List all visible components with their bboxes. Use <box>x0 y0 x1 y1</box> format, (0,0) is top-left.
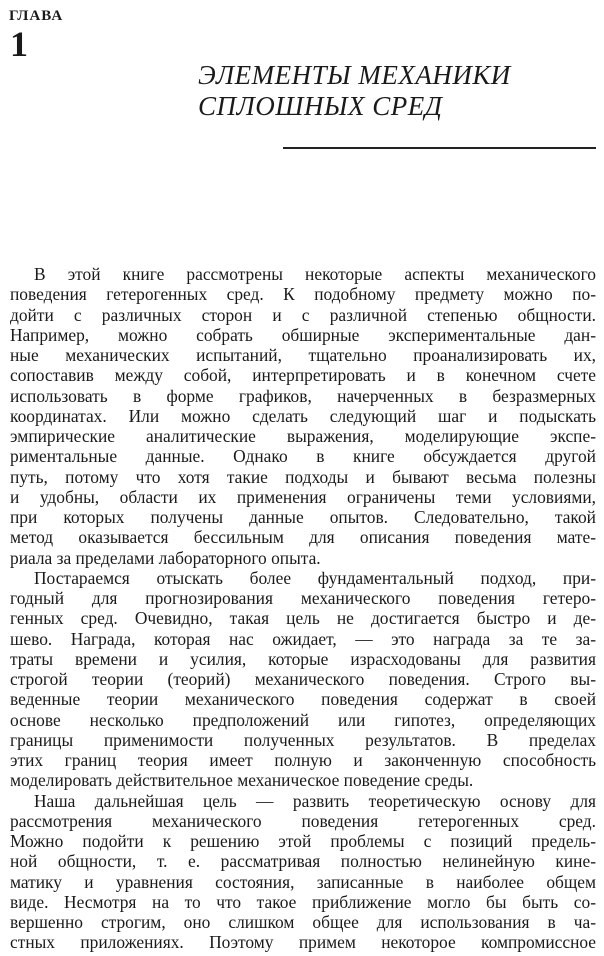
text-line: путь, потому что хотя такие подходы и бывают весьма полезны <box>10 466 596 487</box>
text-line: рассмотрения механического поведения гетерогенных сред. <box>10 810 596 831</box>
title-divider <box>283 147 596 149</box>
text-line: сопоставив между собой, интерпретировать и в конечном счете <box>10 365 596 386</box>
text-line: и удобны, области их применения ограничены теми условиями, <box>10 486 596 507</box>
text-line: координатах. Или можно сделать следующий шаг и подыскать <box>10 405 596 426</box>
text-line: метод оказывается бессильным для описания поведения мате- <box>10 527 596 548</box>
text-line: виде. Несмотря на то что такое приближение могло бы быть со- <box>10 891 596 912</box>
body-text <box>10 264 596 953</box>
text-line: Наша дальнейшая цель — развить теоретическую основу для <box>34 790 596 811</box>
text-line: строгой теории (теорий) механического поведения. Строго вы- <box>10 669 596 689</box>
text-line: использовать в форме графиков, начерченных в безразмерных <box>10 385 596 406</box>
paragraph <box>10 568 596 791</box>
text-line: при которых получены данные опытов. Следовательно, такой <box>10 507 596 527</box>
text-line: Можно подойти к решению этой проблемы с позиций предель- <box>10 831 596 851</box>
text-line: этих границ теория имеет полную и законченную способность <box>10 750 596 770</box>
text-line: эмпирические аналитические выражения, моделирующие экспе- <box>10 426 596 446</box>
text-line: стных приложениях. Поэтому примем некоторое компромиссное <box>10 932 596 953</box>
text-line: дойти с различных сторон и с различной степенью общности. <box>10 304 596 325</box>
text-line: траты времени и усилия, которые израсходованы для развития <box>10 648 596 669</box>
text-line: генных сред. Очевидно, такая цель не достигается быстро и де- <box>10 608 596 629</box>
text-line: риала за пределами лабораторного опыта. <box>10 547 321 568</box>
text-line: Постараемся отыскать более фундаментальный подход, при- <box>34 567 596 588</box>
text-line: матику и уравнения состояния, записанные в наиболее общем <box>10 871 596 892</box>
text-line: годный для прогнозирования механического поведения гетеро- <box>10 588 596 608</box>
text-line: ной общности, т. е. рассматривая полностью нелинейную кине- <box>10 851 596 872</box>
paragraph <box>10 264 596 568</box>
text-line: основе несколько предположений или гипотез, определяющих <box>10 709 596 730</box>
text-line: ные механических испытаний, тщательно проанализировать их, <box>10 345 596 365</box>
chapter-title-line: СПЛОШНЫХ СРЕД <box>198 91 443 121</box>
text-line: вершенно строгим, оно слишком общее для использования в ча- <box>10 912 596 932</box>
chapter-number: 1 <box>10 24 28 64</box>
text-line: шево. Награда, которая нас ожидает, — это награда за те за- <box>10 628 596 649</box>
chapter-label: ГЛАВА <box>9 8 64 24</box>
paragraph <box>10 791 596 953</box>
text-line: риментальные данные. Однако в книге обсуждается другой <box>10 446 596 467</box>
text-line: поведения гетерогенных сред. К подобному предмету можно по- <box>10 284 596 305</box>
chapter-title-line: ЭЛЕМЕНТЫ МЕХАНИКИ <box>198 60 511 90</box>
text-line: веденные теории механического поведения содержат в своей <box>10 689 596 710</box>
text-line: В этой книге рассмотрены некоторые аспекты механического <box>34 264 596 284</box>
chapter-title <box>198 60 598 122</box>
text-line: границы применимости полученных результатов. В пределах <box>10 729 596 750</box>
text-line: моделировать действительное механическое поведение среды. <box>10 770 474 791</box>
text-line: Например, можно собрать обширные экспериментальные дан- <box>10 324 596 345</box>
